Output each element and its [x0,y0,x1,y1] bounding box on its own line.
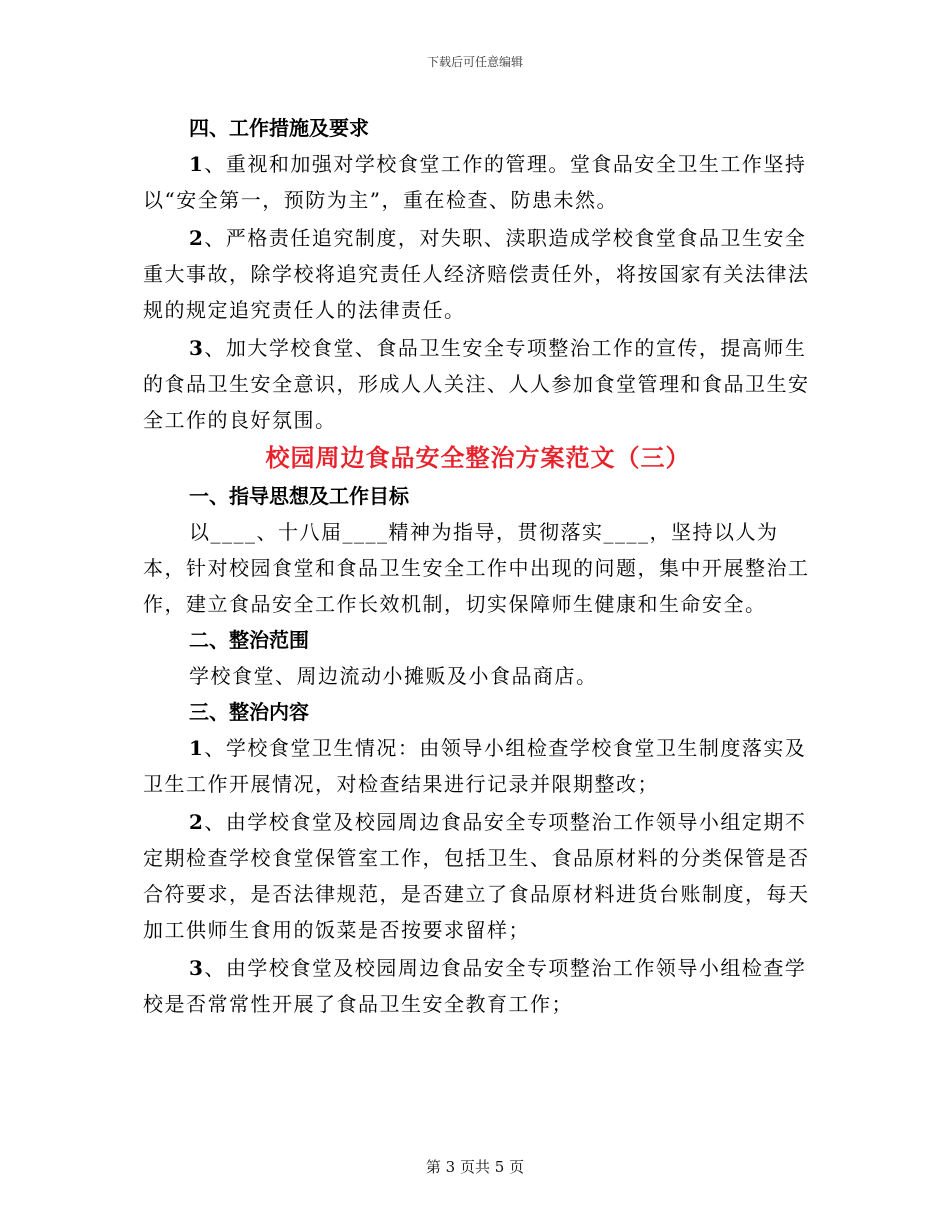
document-content [143,110,813,1022]
measure-item-1 [143,146,813,218]
item-text: 、由学校食堂及校园周边食品安全专项整治工作领导小组检查学校是否常常性开展了食品卫生安全教育工作； [143,956,807,1016]
item-number: 2 [189,810,205,834]
item-text: 、加大学校食堂、食品卫生安全专项整治工作的宣传，提高师生的食品卫生安全意识，形成人人关注、人人参加食堂管理和食品卫生安全工作的良好氛围。 [143,336,810,432]
scope-paragraph: 学校食堂、周边流动小摊贩及小食品商店。 [189,664,598,688]
item-text: 、由学校食堂及校园周边食品安全专项整治工作领导小组定期不定期检查学校食堂保管室工作，包括卫生、食品原材料的分类保管是否合符要求，是否法律规范，是否建立了食品原材料进货台账制度，每天加工供师生食用的饭菜是否按要求留样； [143,810,810,942]
header-note: 下载后可任意编辑 [426,55,523,69]
item-text: 、重视和加强对学校食堂工作的管理。堂食品安全卫生工作坚持以“安全第一，预防为主”，重在检查、防患未然。 [143,152,807,212]
section-heading-scope: 二、整治范围 [189,628,309,652]
item-number: 1 [189,736,205,760]
item-text: 、严格责任追究制度，对失职、渎职造成学校食堂食品卫生安全重大事故，除学校将追究责任人经济赔偿责任外，将按国家有关法律法规的规定追究责任人的法律责任。 [143,226,810,322]
section-heading-measures: 四、工作措施及要求 [189,116,369,140]
section-heading-guidance: 一、指导思想及工作目标 [189,484,409,508]
item-number: 1 [189,152,205,176]
item-text: 、学校食堂卫生情况：由领导小组检查学校食堂卫生制度落实及卫生工作开展情况，对检查结果进行记录并限期整改； [143,736,807,796]
content-item-3 [143,950,813,1022]
item-number: 3 [189,336,205,360]
item-number: 3 [189,956,205,980]
measure-item-2 [143,220,813,328]
content-item-2 [143,804,813,948]
measure-item-3 [143,330,813,438]
page-number: 第 3 页共 5 页 [425,1158,525,1176]
item-number: 2 [189,226,205,250]
document-title: 校园周边食品安全整治方案范文（三） [265,443,691,472]
section-heading-content: 三、整治内容 [189,700,309,724]
content-item-1 [143,730,813,802]
guidance-paragraph: 以____、十八届____精神为指导，贯彻落实____，坚持以人为本，针对校园食堂和食品卫生安全工作中出现的问题，集中开展整治工作，建立食品安全工作长效机制，切实保障师生健康和生命安全。 [143,520,810,616]
